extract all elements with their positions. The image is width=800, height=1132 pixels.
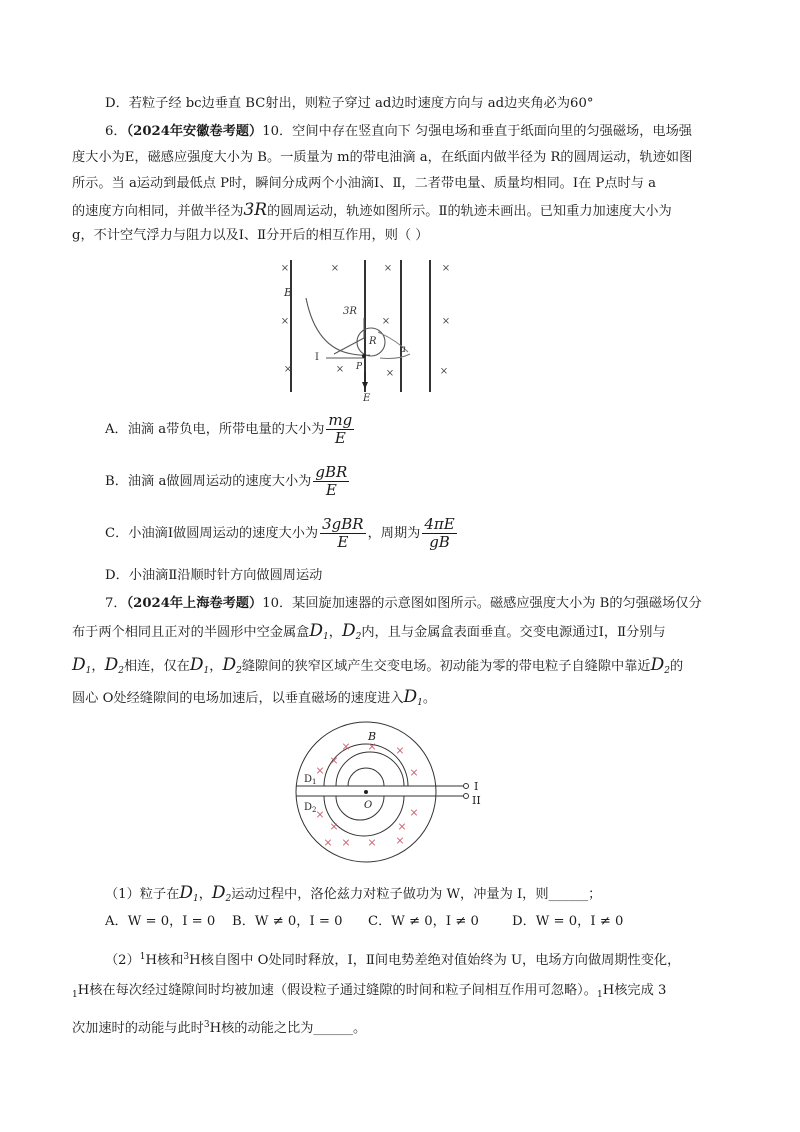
- fig6-label-3r: 3R: [343, 306, 357, 317]
- q7-source: （2024年上海卷考题）: [126, 596, 263, 611]
- fig7-label-o: O: [364, 800, 373, 811]
- svg-text:×: ×: [329, 820, 339, 833]
- svg-text:×: ×: [315, 764, 325, 777]
- q6-option-b-text: B．油滴 a做圆周运动的速度大小为: [105, 474, 312, 489]
- q7-line1: 10．某回旋加速器的示意图如图所示。磁感应强度大小为 B的匀强磁场仅分: [262, 596, 702, 611]
- svg-text:×: ×: [341, 740, 351, 753]
- svg-text:×: ×: [409, 806, 419, 819]
- svg-text:×: ×: [385, 368, 395, 379]
- svg-text:×: ×: [329, 754, 339, 767]
- q6-option-a-fraction: $\frac{mg}{E}$: [328, 411, 353, 447]
- svg-text:×: ×: [441, 316, 451, 327]
- svg-text:×: ×: [397, 820, 407, 833]
- q6-stem-line4: [72, 200, 672, 222]
- q6-line4a: 的速度方向相同，并做半径为: [72, 204, 244, 219]
- fig6-label-p: P: [356, 362, 363, 372]
- q7-number: 7．: [105, 596, 127, 611]
- svg-text:×: ×: [323, 836, 333, 849]
- svg-text:×: ×: [439, 366, 449, 377]
- q6-option-c-mid: ，周期为: [367, 526, 421, 541]
- svg-text:×: ×: [335, 364, 345, 375]
- q6-stem-line2: 度大小为E，磁感应强度大小为 B。一质量为 m的带电油滴 a，在纸面内做半径为 R的圆周运动，轨迹如图: [72, 150, 693, 165]
- svg-text:×: ×: [395, 834, 405, 847]
- q6-line1: 10．空间中存在竖直向下 匀强电场和垂直于纸面向里的匀强磁场，电场强: [262, 124, 692, 139]
- q7-choice-d: D．W = 0，I ≠ 0: [512, 914, 624, 929]
- fig6-label-e: E: [363, 393, 371, 404]
- fig6-label-a: a: [400, 344, 406, 355]
- q6-option-c: [105, 514, 459, 554]
- svg-text:×: ×: [280, 263, 290, 274]
- q7-part2-line2: $_1$H核在每次经过缝隙间时均被加速（假设粒子通过缝隙的时间和粒子间相互作用可忽略）。$_1$H核完成 3: [72, 983, 667, 1000]
- q7-figure-cyclotron: [290, 718, 490, 870]
- q6-option-a-text: A．油滴 a带负电，所带电量的大小为: [105, 422, 325, 437]
- svg-text:×: ×: [383, 263, 393, 274]
- fig7-label-i: I: [474, 780, 479, 793]
- svg-text:×: ×: [441, 263, 451, 274]
- q6-number: 6．: [105, 124, 127, 139]
- q6-figure: [268, 254, 464, 404]
- q7-choice-c: C．W ≠ 0，I ≠ 0: [368, 914, 479, 929]
- svg-text:×: ×: [381, 316, 391, 327]
- fig6-label-i: Ⅰ: [315, 352, 319, 363]
- q6-line4c: 的圆周运动，轨迹如图所示。Ⅱ的轨迹未画出。已知重力加速度大小为: [267, 204, 672, 219]
- q7-stem-line4: 圆心 O处经缝隙间的电场加速后，以垂直磁场的速度进入$D_1$。: [72, 687, 437, 708]
- q5-option-d: D．若粒子经 bc边垂直 BC射出，则粒子穿过 ad边时速度方向与 ad边夹角必为60°: [105, 96, 594, 111]
- q7-stem-line3: $D_1$，$D_2$相连，仅在$D_1$，$D_2$缝隙间的狭窄区域产生交变电场。初动能为零的带电粒子自缝隙中靠近$D_2$的: [72, 655, 684, 676]
- fig6-label-r: R: [369, 336, 377, 347]
- q6-option-a: [105, 410, 356, 450]
- q7-choice-a: A．W = 0，I = 0: [105, 914, 216, 929]
- svg-text:×: ×: [283, 364, 293, 375]
- fig6-label-b: B: [284, 286, 293, 299]
- q6-option-d: D．小油滴Ⅱ沿顺时针方向做圆周运动: [105, 568, 323, 583]
- q6-option-c-fraction-period: $\frac{4\pi E}{gB}$: [424, 515, 455, 551]
- svg-text:×: ×: [341, 836, 351, 849]
- q7-part1-stem: （1）粒子在$D_1$，$D_2$运动过程中，洛伦兹力对粒子做功为 W，冲量为 I，则______；: [105, 883, 602, 904]
- q7-stem-line2: 布于两个相同且正对的半圆形中空金属盒$D_1$，$D_2$内，且与金属盒表面垂直。交变电源通过Ⅰ，Ⅱ分别与: [72, 621, 666, 642]
- q6-radius-3r: 3R: [243, 200, 268, 220]
- magnetic-field-crosses: [315, 740, 418, 849]
- q7-part2-line1: $(2)^1H$核和$^3$H核自图中 O处同时释放，Ⅰ，Ⅱ间电势差绝对值始终为 U，电场方向做周期性变化，: [105, 952, 681, 968]
- svg-text:×: ×: [367, 836, 377, 849]
- fig7-label-d1: $D_1$: [304, 774, 317, 786]
- q6-option-b: [105, 462, 351, 502]
- q6-source: （2024年安徽卷考题）: [126, 124, 263, 139]
- svg-text:×: ×: [409, 766, 419, 779]
- svg-text:×: ×: [315, 808, 325, 821]
- svg-text:×: ×: [367, 740, 377, 753]
- q7-choice-b: B．W ≠ 0，I = 0: [232, 914, 343, 929]
- q6-stem-line3: 所示。当 a运动到最低点 P时，瞬间分成两个小油滴Ⅰ、Ⅱ，二者带电量、质量均相同。Ⅰ在 P点时与 a: [72, 176, 656, 191]
- svg-text:×: ×: [280, 316, 290, 327]
- q6-option-b-fraction: $\frac{\text{gBR}}{E}$: [315, 463, 348, 499]
- q6-option-c-text: C．小油滴Ⅰ做圆周运动的速度大小为: [105, 526, 319, 541]
- trajectory-3r: [306, 298, 370, 355]
- q6-stem-line5: g，不计空气浮力与阻力以及Ⅰ、Ⅱ分开后的相互作用，则（ ）: [72, 228, 429, 243]
- svg-text:×: ×: [395, 744, 405, 757]
- fig7-label-ii: II: [472, 794, 481, 807]
- q6-option-c-fraction-speed: $\frac{\text{3gBR}}{E}$: [322, 515, 364, 551]
- q7-part2-line3: 次加速时的动能与此时$^3$H核的动能之比为______。: [72, 1020, 367, 1036]
- fig7-label-d2: $D_2$: [304, 802, 317, 814]
- q6-stem-line1: [105, 122, 692, 142]
- q7-stem-line1: [105, 594, 702, 614]
- fig7-label-b: B: [368, 730, 377, 743]
- svg-text:×: ×: [330, 263, 340, 274]
